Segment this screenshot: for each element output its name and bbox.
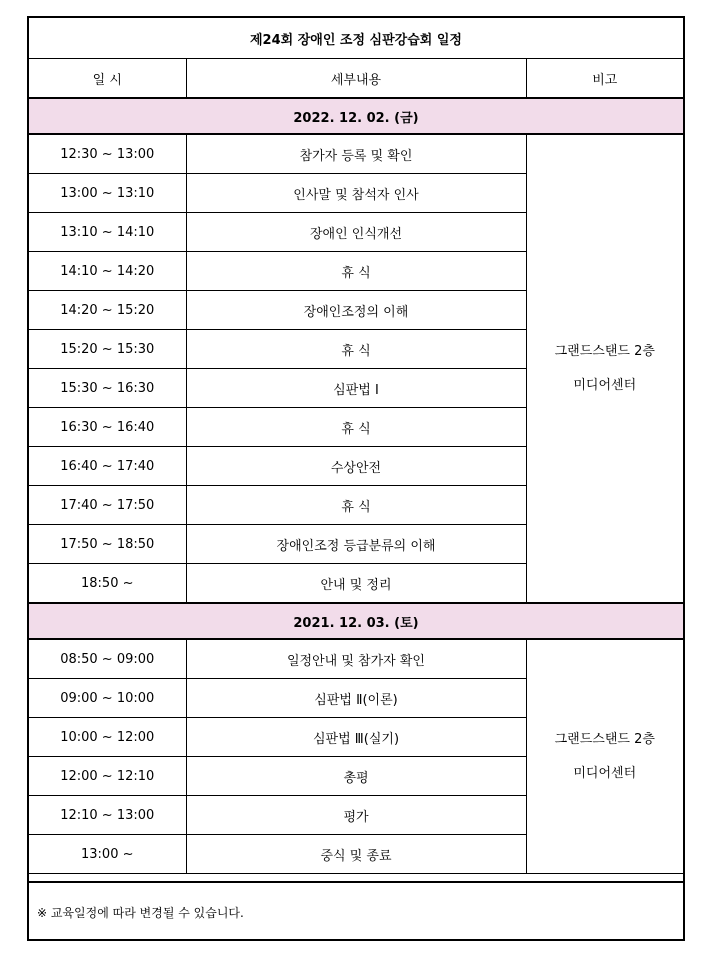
row-time: 12:00 ~ 12:10 — [29, 757, 186, 796]
row-content: 심판법 Ⅰ — [186, 369, 526, 408]
header-note: 비고 — [526, 59, 683, 99]
row-content: 일정안내 및 참가자 확인 — [186, 639, 526, 679]
document-title: 제24회 장애인 조정 심판강습회 일정 — [29, 18, 683, 59]
row-time: 16:30 ~ 16:40 — [29, 408, 186, 447]
row-content: 심판법 Ⅲ(실기) — [186, 718, 526, 757]
day-2-note: 그랜드스탠드 2층 미디어센터 — [526, 639, 683, 874]
row-content: 평가 — [186, 796, 526, 835]
row-time: 15:30 ~ 16:30 — [29, 369, 186, 408]
row-time: 13:00 ~ 13:10 — [29, 174, 186, 213]
row-content: 장애인조정 등급분류의 이해 — [186, 525, 526, 564]
title-row — [29, 18, 683, 59]
row-time: 13:10 ~ 14:10 — [29, 213, 186, 252]
day-2-date: 2021. 12. 03. (토) — [29, 603, 683, 639]
row-content: 수상안전 — [186, 447, 526, 486]
header-time: 일 시 — [29, 59, 186, 99]
row-content: 휴 식 — [186, 252, 526, 291]
table-row — [29, 134, 683, 174]
footer-note-box — [29, 881, 683, 939]
day-2-date-row — [29, 603, 683, 639]
row-time: 14:10 ~ 14:20 — [29, 252, 186, 291]
schedule-table — [29, 18, 683, 874]
header-row — [29, 59, 683, 99]
row-time: 14:20 ~ 15:20 — [29, 291, 186, 330]
row-content: 장애인 인식개선 — [186, 213, 526, 252]
row-content: 장애인조정의 이해 — [186, 291, 526, 330]
row-content: 참가자 등록 및 확인 — [186, 134, 526, 174]
row-time: 15:20 ~ 15:30 — [29, 330, 186, 369]
row-time: 12:10 ~ 13:00 — [29, 796, 186, 835]
row-time: 12:30 ~ 13:00 — [29, 134, 186, 174]
row-time: 16:40 ~ 17:40 — [29, 447, 186, 486]
row-content: 휴 식 — [186, 330, 526, 369]
row-content: 중식 및 종료 — [186, 835, 526, 874]
row-time: 13:00 ~ — [29, 835, 186, 874]
row-content: 안내 및 정리 — [186, 564, 526, 604]
row-content: 인사말 및 참석자 인사 — [186, 174, 526, 213]
row-time: 17:50 ~ 18:50 — [29, 525, 186, 564]
day-1-date-row — [29, 98, 683, 134]
row-content: 휴 식 — [186, 486, 526, 525]
footer-note: ※ 교육일정에 따라 변경될 수 있습니다. — [37, 906, 244, 920]
row-content: 심판법 Ⅱ(이론) — [186, 679, 526, 718]
header-content: 세부내용 — [186, 59, 526, 99]
row-time: 08:50 ~ 09:00 — [29, 639, 186, 679]
row-time: 17:40 ~ 17:50 — [29, 486, 186, 525]
row-time: 18:50 ~ — [29, 564, 186, 604]
table-row — [29, 639, 683, 679]
schedule-document — [27, 16, 685, 941]
row-content: 휴 식 — [186, 408, 526, 447]
row-time: 09:00 ~ 10:00 — [29, 679, 186, 718]
row-time: 10:00 ~ 12:00 — [29, 718, 186, 757]
schedule-table-body — [29, 18, 683, 874]
row-content: 총평 — [186, 757, 526, 796]
day-1-date: 2022. 12. 02. (금) — [29, 98, 683, 134]
day-1-note: 그랜드스탠드 2층 미디어센터 — [526, 134, 683, 603]
